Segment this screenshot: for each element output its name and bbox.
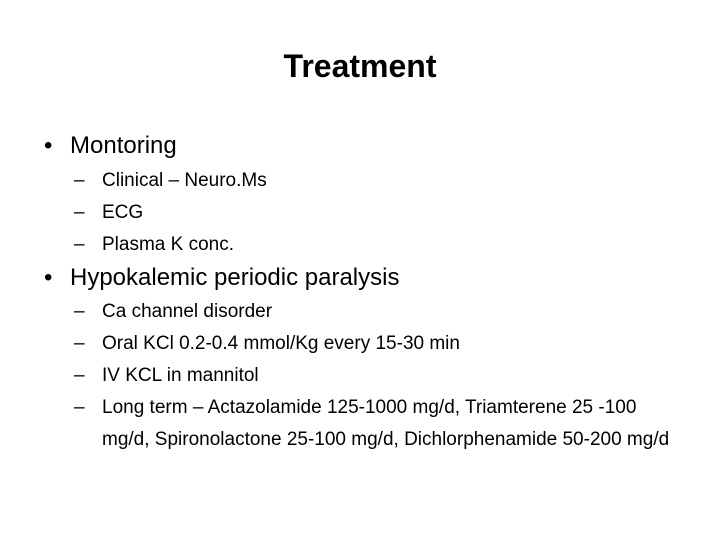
bullet-marker: • — [44, 132, 53, 159]
sub-bullet-marker: – — [74, 301, 85, 322]
sub-bullet-text: Oral KCl 0.2-0.4 mmol/Kg every 15-30 min — [102, 333, 460, 354]
bullet-heading: Hypokalemic periodic paralysis — [70, 264, 400, 291]
sub-bullet-text: Long term – Actazolamide 125-1000 mg/d, Triamterene 25 -100 mg/d, Spironolactone 25-100 mg/d, Dichlorphenamide 50-200 mg/d — [102, 397, 670, 450]
sub-bullet-text: IV KCL in mannitol — [102, 365, 259, 386]
sub-bullet-marker: – — [74, 365, 85, 386]
sub-bullet — [74, 360, 684, 392]
sub-bullet-text: Clinical – Neuro.Ms — [102, 170, 267, 191]
bullet-heading: Montoring — [70, 132, 177, 159]
sub-bullet-text: ECG — [102, 202, 144, 223]
slide-title: Treatment — [283, 48, 437, 84]
bullet-marker: • — [44, 264, 53, 291]
sub-bullet — [74, 197, 684, 229]
sub-bullet — [74, 229, 684, 261]
sub-bullet-text: Plasma K conc. — [102, 234, 234, 255]
sub-bullet — [74, 296, 684, 328]
sub-bullet — [74, 328, 684, 360]
sub-bullet-marker: – — [74, 333, 85, 354]
sub-bullet — [74, 392, 684, 456]
sub-bullet-marker: – — [74, 397, 85, 418]
sub-bullet-text: Ca channel disorder — [102, 301, 273, 322]
sub-bullet-marker: – — [74, 202, 85, 223]
sub-bullet-marker: – — [74, 234, 85, 255]
sub-bullet-marker: – — [74, 170, 85, 191]
sub-bullet — [74, 165, 684, 197]
